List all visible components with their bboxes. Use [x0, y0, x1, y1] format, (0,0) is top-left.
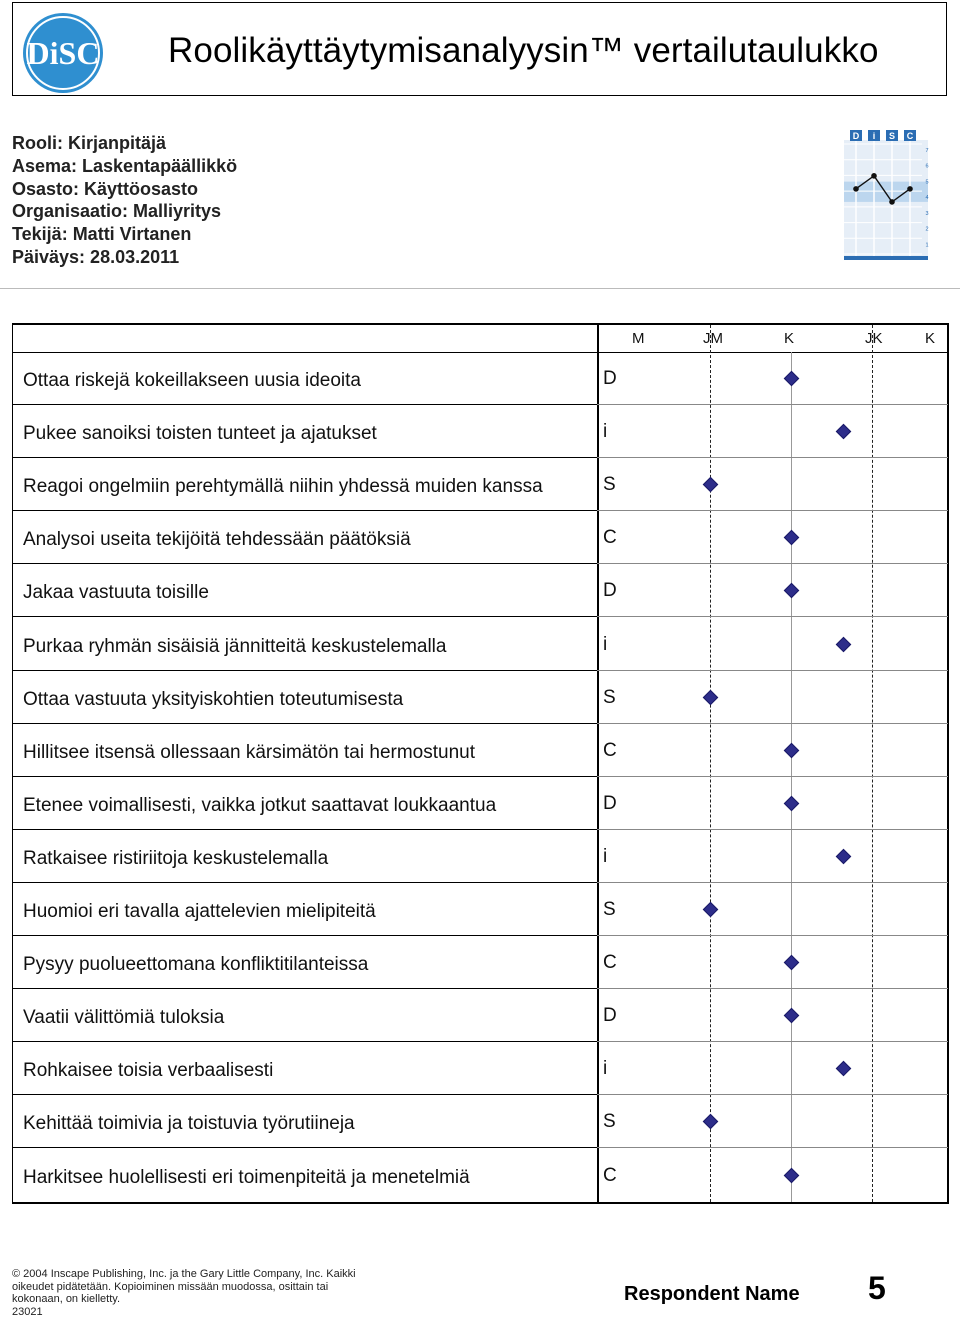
disc-factor-letter: D — [603, 580, 617, 602]
comparison-table — [12, 323, 949, 1204]
behavior-statement: Pukee sanoiksi toisten tunteet ja ajatukset — [23, 423, 377, 445]
rating-marker — [703, 902, 719, 918]
rating-marker — [836, 1061, 852, 1077]
table-row — [13, 989, 948, 1042]
info-author: Tekijä: Matti Virtanen — [12, 224, 192, 245]
rating-marker — [703, 1114, 719, 1130]
copyright-line: © 2004 Inscape Publishing, Inc. ja the Gary Little Company, Inc. Kaikki — [12, 1268, 356, 1280]
behavior-statement: Ottaa vastuuta yksityiskohtien toteutumisesta — [23, 688, 404, 710]
separator-line — [0, 288, 960, 289]
rating-marker — [784, 530, 800, 546]
behavior-statement: Rohkaisee toisia verbaalisesti — [23, 1060, 274, 1082]
page-number: 5 — [868, 1270, 886, 1306]
behavior-statement: Purkaa ryhmän sisäisiä jännitteitä keskustelemalla — [23, 635, 447, 657]
table-row — [13, 618, 948, 671]
disc-factor-letter: S — [603, 474, 616, 496]
table-row — [13, 724, 948, 777]
mini-graph-profile-point — [871, 173, 877, 179]
behavior-statement: Kehittää toimivia ja toistuvia työrutiineja — [23, 1113, 355, 1135]
info-block — [12, 132, 237, 269]
mini-graph-scale-label: 4 — [925, 195, 929, 202]
info-role: Rooli: Kirjanpitäjä — [12, 133, 167, 153]
rating-marker — [836, 849, 852, 865]
logo-text: DiSC — [26, 35, 100, 71]
table-row — [13, 936, 948, 989]
disc-factor-letter: C — [603, 952, 617, 974]
disc-factor-letter: S — [603, 686, 616, 708]
disc-mini-graph — [838, 130, 932, 262]
rating-marker — [784, 371, 800, 387]
scale-label: JK — [865, 330, 883, 347]
mini-graph-scale-label: 7 — [925, 148, 929, 154]
disc-factor-letter: D — [603, 792, 617, 814]
table-row — [13, 671, 948, 724]
table-row — [13, 352, 948, 405]
behavior-statement: Ottaa riskejä kokeillakseen uusia ideoita — [23, 370, 361, 391]
rating-marker — [784, 955, 800, 971]
page-title: Roolikäyttäytymisanalyysin™ vertailutaulukko — [168, 31, 879, 70]
mini-graph-profile-point — [889, 199, 895, 205]
rating-marker — [836, 636, 852, 652]
disc-factor-letter: S — [603, 899, 616, 920]
scale-label: JM — [703, 330, 723, 347]
behavior-statement: Etenee voimallisesti, vaikka jotkut saattavat loukkaantua — [23, 794, 497, 816]
table-row — [13, 1042, 948, 1095]
mini-graph-profile-point — [907, 186, 913, 192]
disc-factor-letter: D — [603, 1005, 617, 1027]
mini-graph-scale-label: 1 — [925, 242, 929, 249]
behavior-statement: Huomioi eri tavalla ajattelevien mielipiteitä — [23, 901, 376, 922]
rating-marker — [784, 1167, 800, 1183]
mini-graph-baseline — [844, 256, 928, 260]
table-row — [13, 405, 948, 458]
info-position: Asema: Laskentapäällikkö — [12, 155, 238, 176]
disc-logo — [21, 11, 105, 95]
behavior-statement: Vaatii välittömiä tuloksia — [23, 1007, 225, 1029]
disc-factor-letter: i — [603, 633, 608, 655]
table-row — [13, 830, 948, 883]
document-code: 23021 — [12, 1305, 43, 1318]
mini-graph-scale-label: 5 — [925, 179, 929, 186]
rating-marker — [703, 689, 719, 705]
mini-graph-letter: S — [888, 131, 896, 141]
scale-label: K — [784, 330, 795, 347]
info-date: Päiväys: 28.03.2011 — [12, 246, 180, 267]
behavior-statement: Analysoi useita tekijöitä tehdessään päätöksiä — [23, 529, 411, 551]
disc-factor-letter: i — [603, 845, 608, 867]
rating-marker — [784, 742, 800, 758]
copyright-line: kokonaan, on kielletty. — [12, 1293, 121, 1306]
copyright-line: oikeudet pidätetään. Kopioiminen missään muodossa, osittain tai — [12, 1280, 329, 1293]
mini-graph-scale-label: 2 — [925, 226, 929, 233]
table-row — [13, 1149, 948, 1202]
table-row — [13, 458, 948, 511]
behavior-statement: Ratkaisee ristiriitoja keskustelemalla — [23, 847, 329, 869]
info-organization: Organisaatio: Malliyritys — [12, 201, 222, 222]
info-department: Osasto: Käyttöosasto — [12, 178, 199, 199]
table-row — [13, 777, 948, 830]
disc-factor-letter: i — [603, 1058, 608, 1080]
table-row — [13, 564, 948, 617]
rating-marker — [703, 477, 719, 493]
disc-factor-letter: C — [603, 739, 617, 761]
mini-graph-letter: i — [872, 131, 876, 141]
mini-graph-profile-point — [853, 186, 859, 192]
rating-marker — [784, 583, 800, 599]
rating-marker — [784, 1008, 800, 1024]
disc-factor-letter: S — [603, 1111, 616, 1133]
rating-marker — [836, 424, 852, 440]
mini-graph-scale-label: 3 — [925, 210, 929, 217]
scale-label: M — [632, 330, 645, 347]
table-row — [13, 1095, 948, 1148]
behavior-statement: Harkitsee huolellisesti eri toimenpiteitä ja menetelmiä — [23, 1166, 470, 1188]
behavior-statement: Jakaa vastuuta toisille — [23, 582, 209, 604]
scale-label: K — [925, 330, 936, 347]
mini-graph-scale-label: 6 — [925, 163, 929, 170]
behavior-statement: Hillitsee itsensä ollessaan kärsimätön tai hermostunut — [23, 741, 475, 763]
behavior-statement: Reagoi ongelmiin perehtymällä niihin yhdessä muiden kanssa — [23, 476, 543, 498]
respondent-name: Respondent Name — [624, 1283, 800, 1305]
disc-factor-letter: i — [603, 421, 608, 443]
disc-factor-letter: D — [603, 368, 617, 389]
rating-marker — [784, 796, 800, 812]
mini-graph-letter: C — [906, 131, 914, 141]
disc-factor-letter: C — [603, 527, 617, 549]
behavior-statement: Pysyy puolueettomana konfliktitilanteissa — [23, 954, 369, 976]
table-row — [13, 883, 948, 936]
header-box — [12, 2, 947, 96]
table-row — [13, 511, 948, 564]
disc-factor-letter: C — [603, 1164, 617, 1186]
mini-graph-letter: D — [852, 131, 860, 141]
copyright-notice — [12, 1268, 356, 1318]
